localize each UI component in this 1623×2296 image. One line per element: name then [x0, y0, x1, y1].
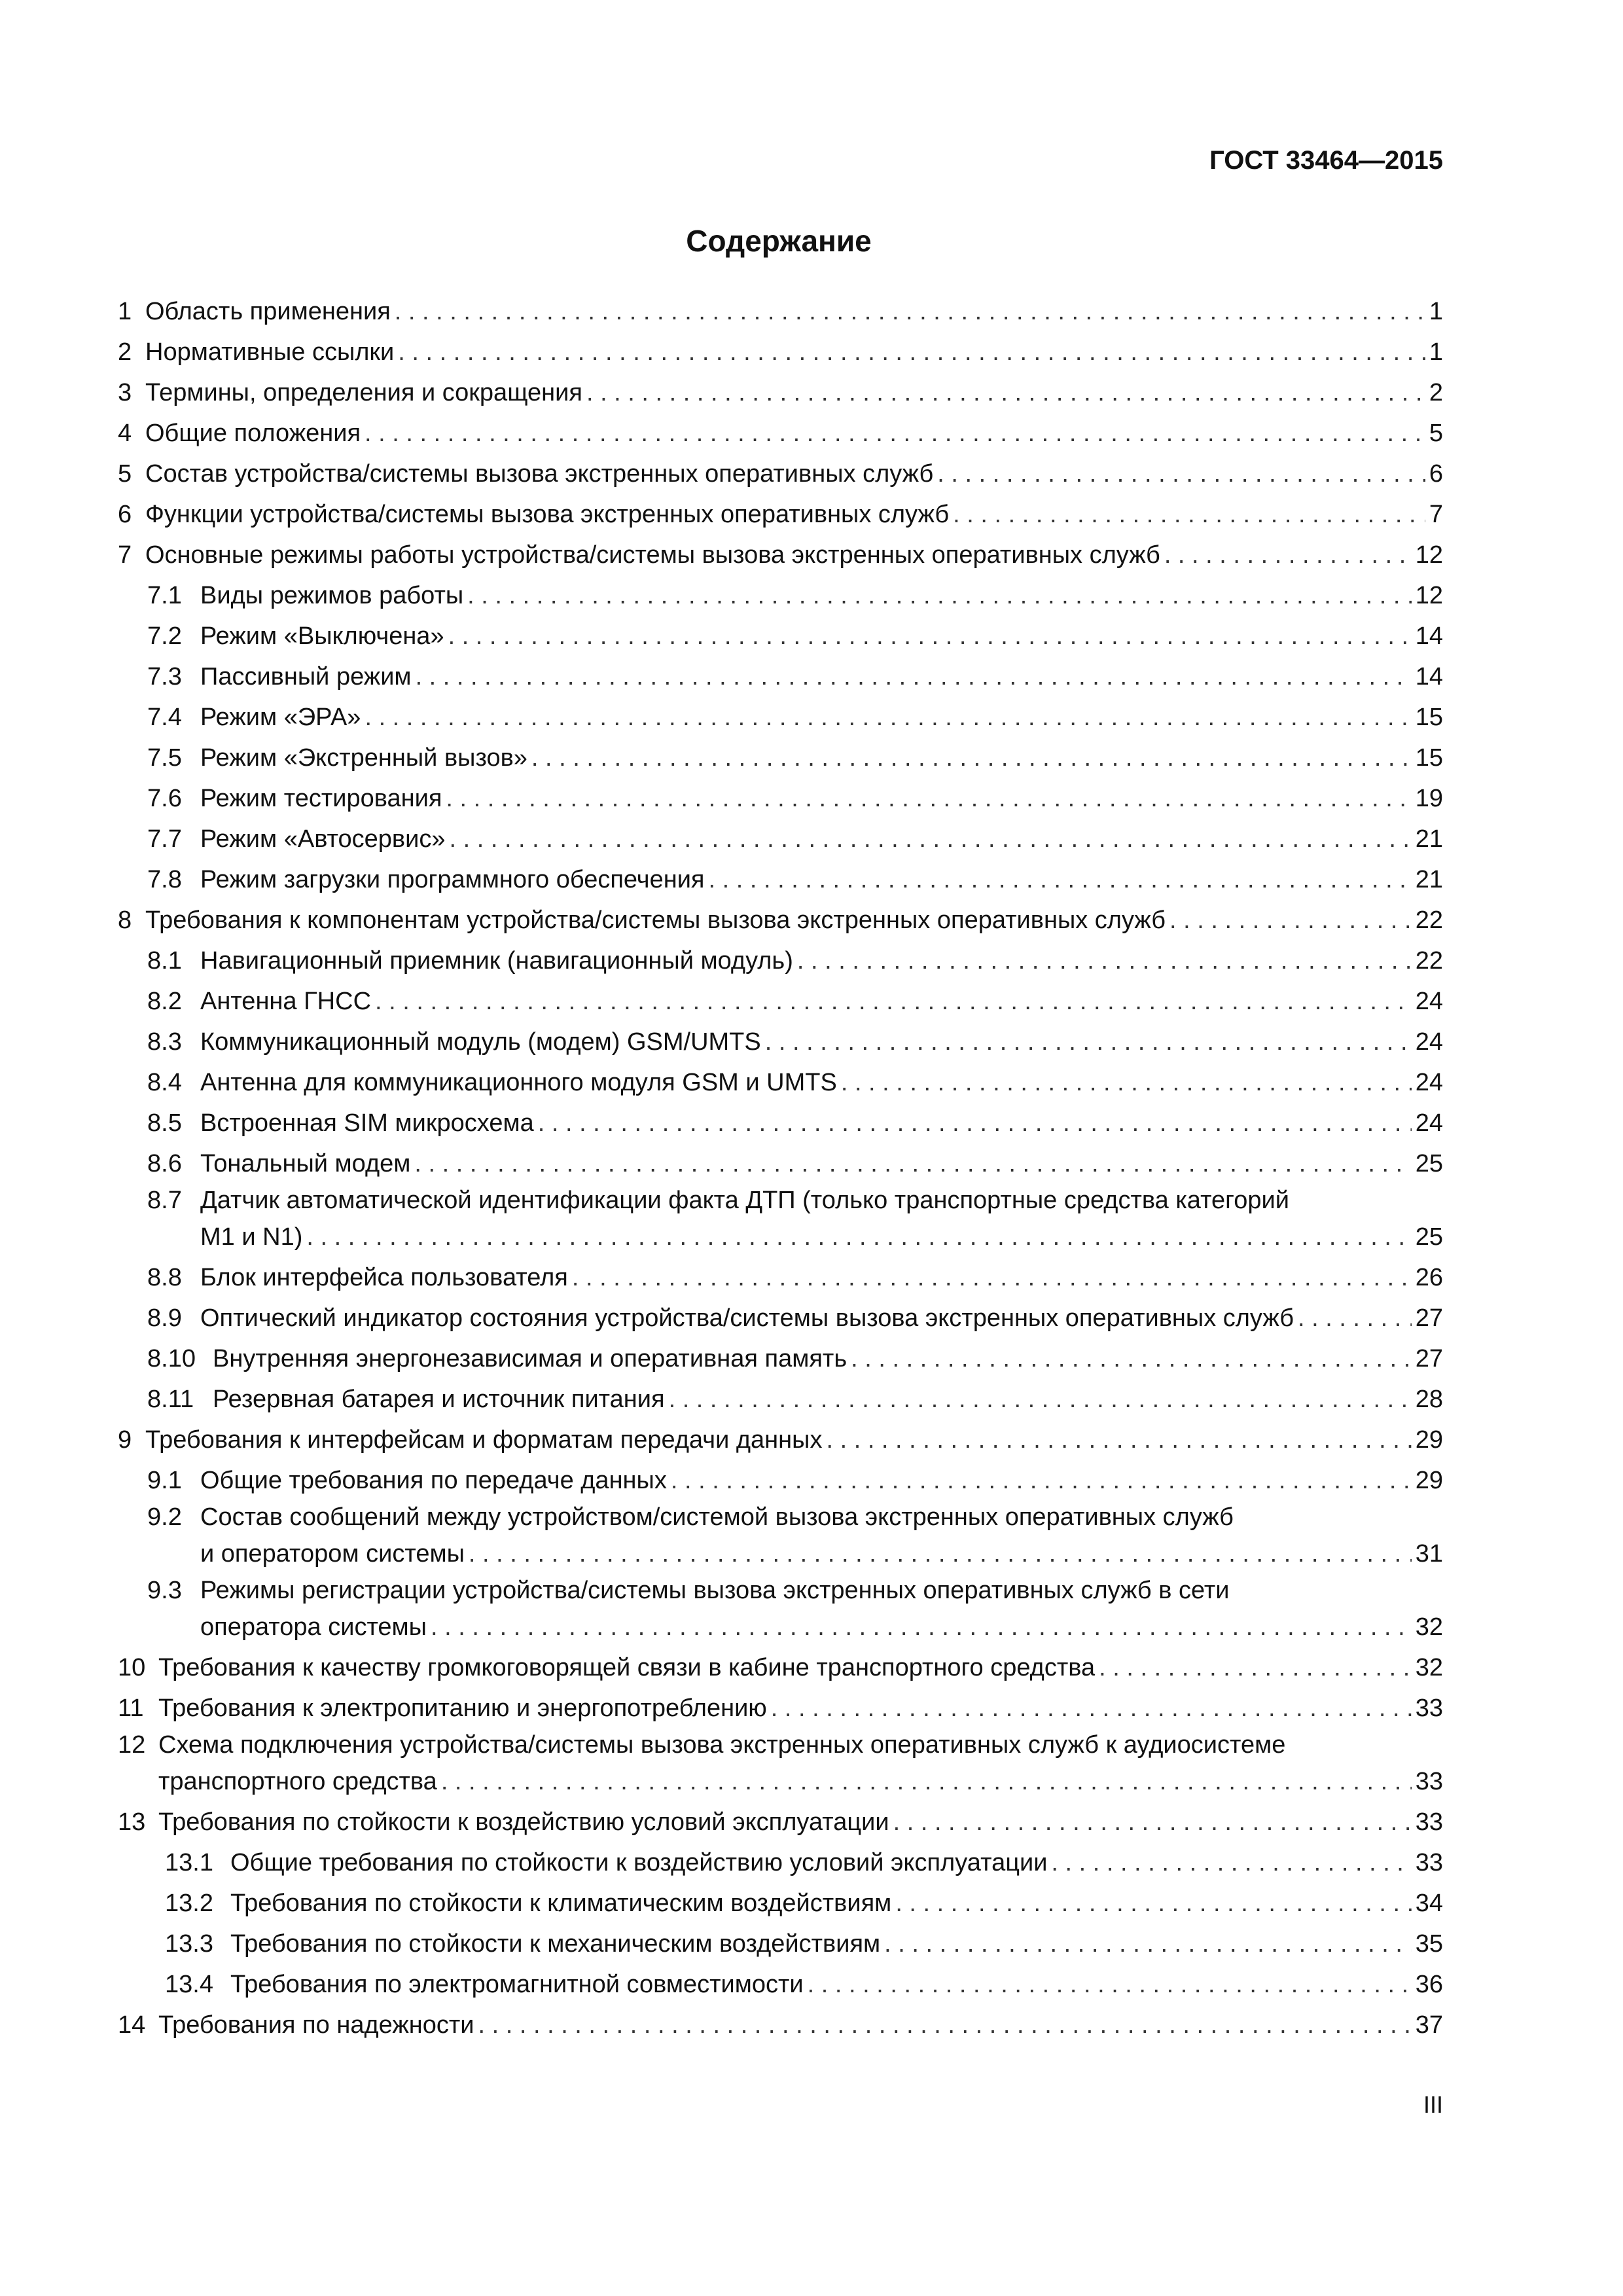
- toc-entry-page: 33: [1415, 1768, 1443, 1795]
- dot-leader: [1169, 900, 1412, 941]
- toc-entry[interactable]: [118, 1338, 1443, 1379]
- toc-entry-number: 8.3: [147, 1028, 182, 1056]
- toc-entry[interactable]: [118, 2005, 1443, 2045]
- toc-entry[interactable]: [118, 1257, 1443, 1298]
- toc-entry[interactable]: [118, 941, 1443, 981]
- toc-entry[interactable]: [118, 1964, 1443, 2005]
- toc-entry[interactable]: [118, 1924, 1443, 1964]
- toc-entry[interactable]: [118, 697, 1443, 738]
- toc-entry-page: 21: [1415, 866, 1443, 893]
- toc-entry[interactable]: [118, 1647, 1443, 1688]
- toc-entry-label: Виды режимов работы: [200, 582, 464, 609]
- dot-leader: [395, 291, 1425, 332]
- dot-leader: [771, 1688, 1412, 1729]
- toc-entry[interactable]: [118, 372, 1443, 413]
- toc-entry[interactable]: [118, 656, 1443, 697]
- toc-entry-page: 26: [1415, 1264, 1443, 1291]
- dot-leader: [1164, 535, 1412, 575]
- toc-entry-page: 33: [1415, 1808, 1443, 1836]
- toc-entry-label: Встроенная SIM микросхема: [200, 1109, 534, 1137]
- toc-entry-page: 14: [1415, 622, 1443, 650]
- toc-entry-page: 34: [1415, 1890, 1443, 1917]
- toc-entry[interactable]: [118, 616, 1443, 656]
- dot-leader: [441, 1761, 1412, 1802]
- dot-leader: [841, 1062, 1412, 1103]
- toc-entry-label: Требования по стойкости к механическим воздействиям: [230, 1930, 881, 1958]
- toc-entry-label: Требования к компонентам устройства/системы вызова экстренных оперативных служб: [145, 906, 1166, 934]
- toc-entry[interactable]: [118, 1298, 1443, 1338]
- toc-entry-page: 24: [1415, 1069, 1443, 1096]
- toc-entry-label: Термины, определения и сокращения: [145, 379, 582, 406]
- toc-entry-number: 13: [118, 1808, 146, 1836]
- toc-entry-page: 28: [1415, 1386, 1443, 1413]
- toc-entry[interactable]: [118, 332, 1443, 372]
- toc-entry-number: 9.1: [147, 1467, 182, 1494]
- dot-leader: [851, 1338, 1412, 1379]
- dot-leader: [448, 616, 1412, 656]
- toc-entry-number: 8.1: [147, 947, 182, 975]
- toc-entry[interactable]: [118, 413, 1443, 454]
- dot-leader: [469, 1534, 1412, 1574]
- toc-entry-page: 1: [1429, 338, 1443, 366]
- toc-entry[interactable]: [118, 819, 1443, 859]
- toc-entry-label: Режим «ЭРА»: [200, 704, 361, 731]
- dot-leader: [449, 819, 1411, 859]
- toc-entry-label: Требования к электропитанию и энергопотреблению: [158, 1695, 767, 1722]
- toc-entry[interactable]: [118, 291, 1443, 332]
- toc-entry-page: 22: [1415, 906, 1443, 934]
- dot-leader: [826, 1420, 1411, 1460]
- toc-entry-label: Режим загрузки программного обеспечения: [200, 866, 705, 893]
- toc-entry-number: 14: [118, 2011, 146, 2039]
- toc-entry-page: 25: [1415, 1223, 1443, 1251]
- toc-entry-number: 8.6: [147, 1150, 182, 1177]
- toc-entry-number: 7.3: [147, 663, 182, 691]
- toc-entry-label: Режим «Выключена»: [200, 622, 444, 650]
- toc-entry-page: 25: [1415, 1150, 1443, 1177]
- toc-entry-label: Нормативные ссылки: [145, 338, 395, 366]
- toc-entry-number: 3: [118, 379, 132, 406]
- toc-entry-label-continuation: оператора системы: [200, 1613, 427, 1641]
- toc-entry-number: 12: [118, 1731, 146, 1759]
- toc-entry[interactable]: [118, 1883, 1443, 1924]
- toc-entry[interactable]: [118, 1420, 1443, 1460]
- toc-entry-label: Режим «Автосервис»: [200, 825, 446, 853]
- toc-entry-page: 1: [1429, 298, 1443, 325]
- toc-entry-number: 8.4: [147, 1069, 182, 1096]
- toc-entry[interactable]: [118, 981, 1443, 1022]
- toc-entry-page: 24: [1415, 1109, 1443, 1137]
- dot-leader: [478, 2005, 1412, 2045]
- toc-entry-label: Требования по стойкости к климатическим воздействиям: [230, 1890, 892, 1917]
- dot-leader: [414, 1143, 1411, 1184]
- dot-leader: [797, 941, 1412, 981]
- dot-leader: [765, 1022, 1412, 1062]
- toc-entry-number: 13.4: [165, 1971, 213, 1998]
- toc-entry[interactable]: [118, 1379, 1443, 1420]
- toc-entry-page: 35: [1415, 1930, 1443, 1958]
- toc-entry[interactable]: [118, 1729, 1443, 1802]
- toc-entry-label: Область применения: [145, 298, 391, 325]
- toc-entry-label-continuation: и оператором системы: [200, 1540, 465, 1568]
- toc-entry[interactable]: [118, 738, 1443, 778]
- toc-entry-label: Схема подключения устройства/системы вызова экстренных оперативных служб к аудиосистеме: [158, 1731, 1286, 1759]
- toc-entry-page: 32: [1415, 1654, 1443, 1681]
- toc-entry-label: Требования к интерфейсам и форматам передачи данных: [145, 1426, 823, 1454]
- toc-entry-number: 8.7: [147, 1187, 182, 1214]
- toc-entry-number: 13.2: [165, 1890, 213, 1917]
- toc-entry-number: 8.8: [147, 1264, 182, 1291]
- toc-entry-number: 8.9: [147, 1304, 182, 1332]
- dot-leader: [895, 1883, 1411, 1924]
- toc-entry-label: Датчик автоматической идентификации факта ДТП (только транспортные средства категорий: [200, 1187, 1289, 1214]
- toc-entry[interactable]: [118, 900, 1443, 941]
- toc-entry-page: 19: [1415, 785, 1443, 812]
- toc-entry-label: Оптический индикатор состояния устройства/системы вызова экстренных оперативных служб: [200, 1304, 1294, 1332]
- dot-leader: [365, 413, 1425, 454]
- toc-entry-label: Основные режимы работы устройства/системы вызова экстренных оперативных служб: [145, 541, 1160, 569]
- toc-entry[interactable]: [118, 1143, 1443, 1184]
- toc-entry-number: 4: [118, 420, 132, 447]
- document-code: ГОСТ 33464—2015: [1209, 146, 1443, 175]
- dot-leader: [365, 697, 1411, 738]
- toc-entry-page: 24: [1415, 1028, 1443, 1056]
- toc-entry-label: Общие требования по стойкости к воздействию условий эксплуатации: [230, 1849, 1048, 1876]
- toc-entry-number: 7.4: [147, 704, 182, 731]
- toc-entry-page: 6: [1429, 460, 1443, 488]
- toc-entry-page: 14: [1415, 663, 1443, 691]
- toc-entry[interactable]: [118, 1842, 1443, 1883]
- toc-entry-page: 12: [1415, 582, 1443, 609]
- toc-entry-label: Требования по надежности: [158, 2011, 474, 2039]
- dot-leader: [538, 1103, 1412, 1143]
- toc-entry-number: 7.6: [147, 785, 182, 812]
- toc-entry[interactable]: [118, 1062, 1443, 1103]
- toc-entry-number: 8.5: [147, 1109, 182, 1137]
- dot-leader: [572, 1257, 1412, 1298]
- toc-entry[interactable]: [118, 494, 1443, 535]
- dot-leader: [375, 981, 1412, 1022]
- dot-leader: [1051, 1842, 1411, 1883]
- toc-entry-page: 33: [1415, 1849, 1443, 1876]
- toc-entry-number: 8.11: [147, 1386, 194, 1413]
- toc-entry[interactable]: [118, 1103, 1443, 1143]
- toc-entry-number: 9.3: [147, 1577, 182, 1604]
- toc-entry-page: 24: [1415, 988, 1443, 1015]
- dot-leader: [467, 575, 1412, 616]
- toc-entry-label: Тональный модем: [200, 1150, 411, 1177]
- toc-entry-number: 1: [118, 298, 132, 325]
- toc-entry-page: 32: [1415, 1613, 1443, 1641]
- toc-entry-number: 13.1: [165, 1849, 213, 1876]
- toc-entry-label-continuation: транспортного средства: [158, 1768, 437, 1795]
- toc-entry-label: Антенна для коммуникационного модуля GSM и UMTS: [200, 1069, 837, 1096]
- toc-entry[interactable]: [118, 1574, 1443, 1647]
- toc-entry-label: Функции устройства/системы вызова экстренных оперативных служб: [145, 501, 950, 528]
- toc-entry-page: 2: [1429, 379, 1443, 406]
- dot-leader: [884, 1924, 1412, 1964]
- dot-leader: [953, 494, 1425, 535]
- toc-entry[interactable]: [118, 778, 1443, 819]
- toc-entry[interactable]: [118, 1802, 1443, 1842]
- toc-entry-label: Требования к качеству громкоговорящей связи в кабине транспортного средства: [158, 1654, 1096, 1681]
- toc-entry-label-continuation: M1 и N1): [200, 1223, 303, 1251]
- toc-entry[interactable]: [118, 1460, 1443, 1501]
- toc-entry[interactable]: [118, 1688, 1443, 1729]
- toc-entry-label: Общие положения: [145, 420, 361, 447]
- toc-title: Содержание: [686, 224, 872, 258]
- toc-entry-page: 7: [1429, 501, 1443, 528]
- toc-entry-page: 33: [1415, 1695, 1443, 1722]
- toc-entry-page: 15: [1415, 704, 1443, 731]
- dot-leader: [431, 1607, 1412, 1647]
- toc-entry-page: 37: [1415, 2011, 1443, 2039]
- dot-leader: [709, 859, 1412, 900]
- toc-entry-number: 2: [118, 338, 132, 366]
- toc-entry-page: 29: [1415, 1467, 1443, 1494]
- dot-leader: [416, 656, 1412, 697]
- dot-leader: [893, 1802, 1412, 1842]
- toc-entry-page: 12: [1415, 541, 1443, 569]
- toc-entry-page: 22: [1415, 947, 1443, 975]
- toc-entry-label: Требования по электромагнитной совместимости: [230, 1971, 804, 1998]
- toc-entry-page: 36: [1415, 1971, 1443, 1998]
- toc-entry-number: 7.8: [147, 866, 182, 893]
- toc-entry[interactable]: [118, 535, 1443, 575]
- toc-entry-number: 9.2: [147, 1503, 182, 1531]
- toc-entry-page: 27: [1415, 1304, 1443, 1332]
- toc-entry-label: Навигационный приемник (навигационный модуль): [200, 947, 793, 975]
- toc-entry-page: 5: [1429, 420, 1443, 447]
- toc-entry-label: Коммуникационный модуль (модем) GSM/UMTS: [200, 1028, 761, 1056]
- toc-entry-page: 21: [1415, 825, 1443, 853]
- dot-leader: [669, 1379, 1412, 1420]
- toc-entry-page: 29: [1415, 1426, 1443, 1454]
- toc-entry-number: 10: [118, 1654, 146, 1681]
- toc-entry[interactable]: [118, 454, 1443, 494]
- toc-entry-label: Антенна ГНСС: [200, 988, 372, 1015]
- toc-entry-label: Состав сообщений между устройством/системой вызова экстренных оперативных служб: [200, 1503, 1234, 1531]
- toc-entry-number: 7.2: [147, 622, 182, 650]
- toc-entry-label: Внутренняя энергонезависимая и оперативная память: [213, 1345, 847, 1372]
- toc-entry-label: Блок интерфейса пользователя: [200, 1264, 568, 1291]
- toc-entry[interactable]: [118, 575, 1443, 616]
- toc-entry-label: Режимы регистрации устройства/системы вызова экстренных оперативных служб в сети: [200, 1577, 1230, 1604]
- table-of-contents: [118, 291, 1443, 2045]
- toc-entry-label: Общие требования по передаче данных: [200, 1467, 667, 1494]
- toc-entry-label: Требования по стойкости к воздействию условий эксплуатации: [158, 1808, 889, 1836]
- toc-entry-number: 7.1: [147, 582, 182, 609]
- page-number: III: [1423, 2091, 1443, 2118]
- toc-entry-number: 8.2: [147, 988, 182, 1015]
- toc-entry-number: 9: [118, 1426, 132, 1454]
- toc-entry-number: 8.10: [147, 1345, 196, 1372]
- toc-entry-number: 7.5: [147, 744, 182, 772]
- dot-leader: [1298, 1298, 1412, 1338]
- toc-entry-number: 7: [118, 541, 132, 569]
- toc-entry[interactable]: [118, 1501, 1443, 1574]
- toc-entry[interactable]: [118, 859, 1443, 900]
- dot-leader: [1099, 1647, 1412, 1688]
- dot-leader: [586, 372, 1425, 413]
- toc-entry-number: 11: [118, 1695, 144, 1722]
- dot-leader: [446, 778, 1411, 819]
- dot-leader: [306, 1217, 1411, 1257]
- toc-entry[interactable]: [118, 1022, 1443, 1062]
- toc-entry-page: 31: [1415, 1540, 1443, 1568]
- dot-leader: [531, 738, 1412, 778]
- toc-entry-label: Режим «Экстренный вызов»: [200, 744, 527, 772]
- toc-entry-label: Резервная батарея и источник питания: [213, 1386, 665, 1413]
- toc-entry-number: 7.7: [147, 825, 182, 853]
- toc-entry-number: 13.3: [165, 1930, 213, 1958]
- toc-entry-number: 5: [118, 460, 132, 488]
- toc-entry-number: 6: [118, 501, 132, 528]
- toc-entry[interactable]: [118, 1184, 1443, 1257]
- toc-entry-label: Пассивный режим: [200, 663, 412, 691]
- toc-entry-page: 15: [1415, 744, 1443, 772]
- toc-entry-number: 8: [118, 906, 132, 934]
- toc-entry-label: Состав устройства/системы вызова экстренных оперативных служб: [145, 460, 934, 488]
- toc-entry-label: Режим тестирования: [200, 785, 442, 812]
- dot-leader: [671, 1460, 1412, 1501]
- dot-leader: [937, 454, 1425, 494]
- toc-entry-page: 27: [1415, 1345, 1443, 1372]
- dot-leader: [808, 1964, 1412, 2005]
- dot-leader: [398, 332, 1425, 372]
